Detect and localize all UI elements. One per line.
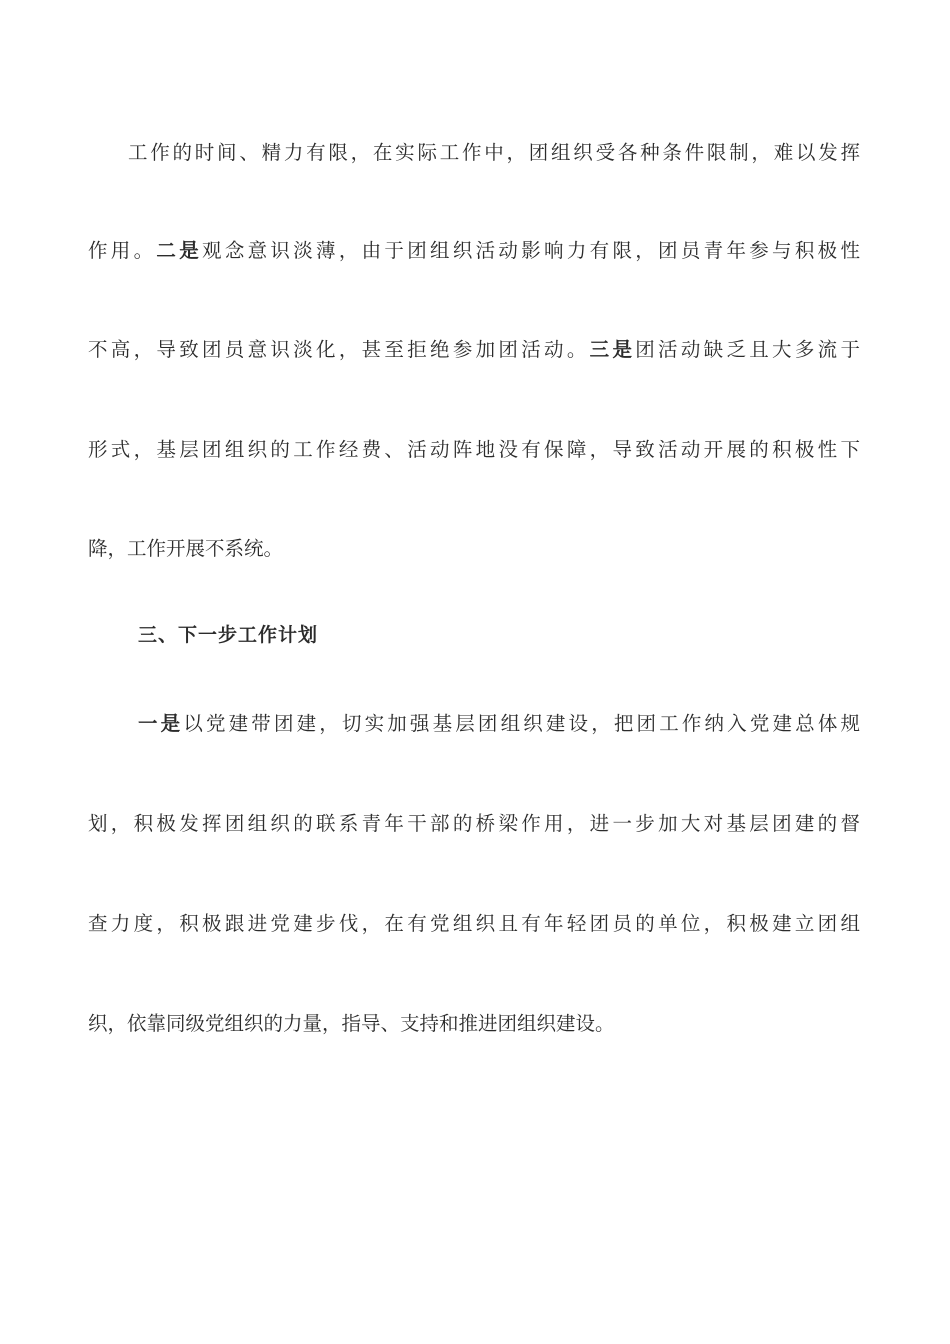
paragraph-2-line-1-text: 以党建带团建，切实加强基层团组织建设，把团工作纳入党建总体规 xyxy=(183,712,860,735)
emphasis-yi-shi: 一是 xyxy=(138,712,184,735)
paragraph-1-line-2-text-b: 观念意识淡薄，由于团组织活动影响力有限，团员青年参与积极性 xyxy=(202,239,860,262)
paragraph-1-line-1 xyxy=(128,137,860,169)
paragraph-1-line-2-text-a: 作用。 xyxy=(88,239,157,262)
section-heading: 三、下一步工作计划 xyxy=(138,624,319,646)
paragraph-1-line-5 xyxy=(88,533,860,565)
paragraph-2-line-2-text: 划，积极发挥团组织的联系青年干部的桥梁作用，进一步加大对基层团建的督 xyxy=(88,812,860,835)
emphasis-san-shi: 三是 xyxy=(589,338,636,361)
emphasis-er-shi: 二是 xyxy=(156,239,203,262)
paragraph-1-line-3-text-a: 不高，导致团员意识淡化，甚至拒绝参加团活动。 xyxy=(88,338,590,361)
paragraph-1-line-2 xyxy=(88,235,860,267)
paragraph-1-line-4 xyxy=(88,434,860,466)
paragraph-1-line-5-text: 降，工作开展不系统。 xyxy=(88,537,284,560)
paragraph-1-line-1-text: 工作的时间、精力有限，在实际工作中，团组织受各种条件限制，难以发挥 xyxy=(128,141,860,164)
paragraph-2-line-4-text: 织，依靠同级党组织的力量，指导、支持和推进团组织建设。 xyxy=(88,1012,615,1035)
paragraph-2-line-3-text: 查力度，积极跟进党建步伐，在有党组织且有年轻团员的单位，积极建立团组 xyxy=(88,912,860,935)
paragraph-2-line-3 xyxy=(88,908,860,940)
paragraph-1-line-3-text-b: 团活动缺乏且大多流于 xyxy=(635,338,860,361)
paragraph-2-line-2 xyxy=(88,808,860,840)
paragraph-2-line-1 xyxy=(138,708,860,740)
paragraph-1-line-4-text: 形式，基层团组织的工作经费、活动阵地没有保障，导致活动开展的积极性下 xyxy=(88,438,860,461)
paragraph-1-line-3 xyxy=(88,334,860,366)
paragraph-2-line-4 xyxy=(88,1008,860,1040)
